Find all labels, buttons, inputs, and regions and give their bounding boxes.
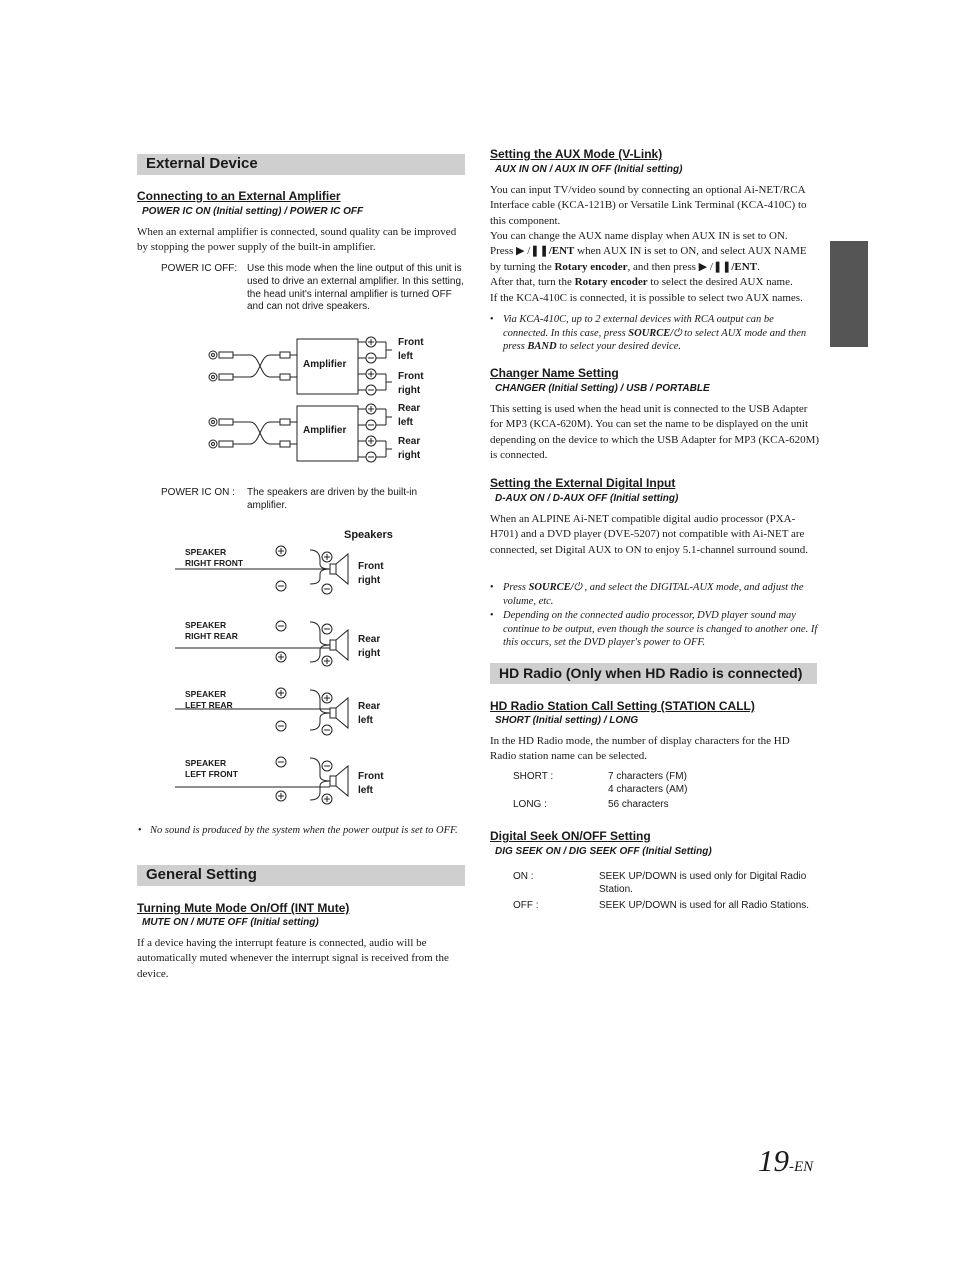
changer-options: CHANGER (Initial Setting) / USB / PORTABLE — [495, 383, 710, 394]
rear-left-label: Rear left — [398, 403, 421, 428]
front-right-label: Front right — [398, 371, 424, 396]
plus-terminal-icon — [322, 693, 332, 703]
speakers-title: Speakers — [344, 529, 393, 541]
minus-terminal-icon — [322, 624, 332, 634]
power-ic-on-desc: The speakers are driven by the built-in amplifier. — [247, 487, 418, 511]
front-left-label: Front left — [398, 337, 424, 362]
power-off-note: No sound is produced by the system when the power output is set to OFF. — [150, 825, 458, 836]
long-label: LONG : — [513, 799, 547, 810]
external-device-section-bar — [137, 154, 465, 175]
page-number: 19-EN — [758, 1143, 814, 1178]
speaker-icon — [330, 698, 348, 728]
plus-terminal-icon — [276, 688, 286, 698]
digital-input-options: D-AUX ON / D-AUX OFF (Initial setting) — [495, 493, 679, 504]
minus-terminal-icon — [276, 721, 286, 731]
short-value-fm: 7 characters (FM) — [608, 771, 687, 782]
dig-seek-off-label: OFF : — [513, 900, 539, 911]
dig-seek-on-desc: SEEK UP/DOWN is used only for Digital Radio Station. — [599, 871, 807, 895]
amplifier-label-1: Amplifier — [303, 359, 347, 370]
speaker-icon — [330, 766, 348, 796]
speaker-front-left-label: Front left — [358, 771, 384, 796]
plus-terminal-icon — [322, 656, 332, 666]
plus-terminal-icon — [322, 794, 332, 804]
play-pause-icon: ▶ /❚❚ — [698, 260, 732, 273]
general-setting-title: General Setting — [146, 866, 257, 883]
station-call-heading: HD Radio Station Call Setting (STATION CALL) — [490, 699, 755, 713]
aux-heading: Setting the AUX Mode (V-Link) — [490, 147, 663, 161]
dig-seek-options: DIG SEEK ON / DIG SEEK OFF (Initial Setting) — [495, 846, 712, 857]
mute-options: MUTE ON / MUTE OFF (Initial setting) — [142, 917, 319, 928]
rca-connector-icon — [209, 418, 297, 448]
digital-input-heading: Setting the External Digital Input — [490, 476, 676, 490]
bullet: • — [490, 314, 494, 325]
aux-paragraph-2: You can change the AUX name display when AUX IN is set to ON. Press ▶ /❚❚/ENT when AUX IN is set to ON, and select AUX NAME by turning the Rotary encoder, and then press ▶ /❚❚/ENT. After that, turn the Rotary encoder to select the desired AUX name. If the KCA-410C is connected, it is possible to select two AUX names. — [490, 230, 807, 304]
aux-options: AUX IN ON / AUX IN OFF (Initial setting) — [495, 164, 683, 175]
speaker-rear-right-label: Rear right — [358, 634, 381, 659]
dig-seek-on-label: ON : — [513, 871, 534, 882]
bullet: • — [490, 610, 494, 621]
terminal-icon — [358, 404, 392, 462]
dig-seek-off-desc: SEEK UP/DOWN is used for all Radio Stations. — [599, 900, 810, 911]
side-thumb-tab — [830, 241, 868, 347]
short-value-am: 4 characters (AM) — [608, 784, 688, 795]
rear-right-label: Rear right — [398, 436, 421, 461]
general-setting-section-bar — [137, 865, 465, 886]
station-call-body: In the HD Radio mode, the number of display characters for the HD Radio station name can be selected. — [490, 735, 790, 763]
power-ic-off-label: POWER IC OFF: — [161, 263, 238, 274]
aux-note: Via KCA-410C, up to 2 external devices with RCA output can be connected. In this case, press SOURCE/⏻ to select AUX mode and then press BAND to select your desired device. — [503, 314, 807, 353]
plus-terminal-icon — [276, 652, 286, 662]
external-device-title: External Device — [146, 155, 258, 172]
speaker-lead-right-rear: SPEAKER RIGHT REAR — [185, 620, 238, 641]
minus-terminal-icon — [276, 621, 286, 631]
minus-terminal-icon — [322, 584, 332, 594]
bullet: • — [138, 825, 142, 836]
bullet: • — [490, 582, 494, 593]
plus-terminal-icon — [322, 552, 332, 562]
station-call-options: SHORT (Initial setting) / LONG — [495, 715, 639, 726]
speaker-icon — [330, 554, 348, 584]
digital-input-note-2: Depending on the connected audio processor, DVD player sound may continue to be output, even though the source is changed to another one. If this occurs, set the DVD player's power to OFF. — [503, 610, 818, 649]
dig-seek-heading: Digital Seek ON/OFF Setting — [490, 829, 651, 843]
speaker-icon — [330, 630, 348, 660]
speaker-lead-right-front: SPEAKER RIGHT FRONT — [185, 547, 244, 568]
digital-input-note-1: Press SOURCE/⏻ , and select the DIGITAL-AUX mode, and adjust the volume, etc. — [503, 582, 804, 607]
speaker-lead-left-rear: SPEAKER LEFT REAR — [185, 689, 233, 710]
power-icon: ⏻ — [673, 327, 682, 339]
changer-heading: Changer Name Setting — [490, 366, 619, 380]
power-ic-on-label: POWER IC ON : — [161, 487, 235, 498]
amp-heading: Connecting to an External Amplifier — [137, 189, 341, 203]
play-pause-icon: ▶ /❚❚ — [515, 245, 549, 258]
amplifier-label-2: Amplifier — [303, 425, 347, 436]
amp-intro: When an external amplifier is connected, sound quality can be improved by stopping the power supply of the built-in amplifier. — [137, 226, 457, 254]
hd-radio-section-bar — [490, 663, 817, 684]
short-label: SHORT : — [513, 771, 554, 782]
mute-body: If a device having the interrupt feature is connected, audio will be automatically muted whenever the interrupt signal is received from the device. — [137, 937, 449, 980]
changer-body: This setting is used when the head unit is connected to the USB Adapter for MP3 (KCA-620M). You can set the name to be displayed on the unit depending on the device to which the USB Adapter for MP3 (KCA-620M) is connected. — [490, 403, 820, 462]
amp-options: POWER IC ON (Initial setting) / POWER IC OFF — [142, 206, 364, 217]
speaker-front-right-label: Front right — [358, 561, 384, 586]
power-ic-off-desc: Use this mode when the line output of this unit is used to drive an external amplifier. In this setting, the head unit's internal amplifier is turned OFF and can not drive speakers. — [247, 263, 464, 313]
power-icon: ⏻ — [573, 582, 582, 593]
plus-terminal-icon — [276, 791, 286, 801]
rca-connector-icon — [209, 351, 297, 381]
hd-radio-title: HD Radio (Only when HD Radio is connected) — [499, 665, 803, 681]
minus-terminal-icon — [276, 757, 286, 767]
minus-terminal-icon — [322, 725, 332, 735]
plus-terminal-icon — [276, 546, 286, 556]
aux-paragraph-1: You can input TV/video sound by connecting an optional Ai-NET/RCA Interface cable (KCA-121B) or Versatile Link Terminal (KCA-410C) to this component. — [490, 184, 807, 227]
speaker-lead-left-front: SPEAKER LEFT FRONT — [185, 758, 238, 779]
minus-terminal-icon — [322, 761, 332, 771]
speaker-rear-left-label: Rear left — [358, 701, 381, 726]
long-value: 56 characters — [608, 799, 669, 810]
minus-terminal-icon — [276, 581, 286, 591]
terminal-icon — [358, 337, 392, 395]
digital-input-body: When an ALPINE Ai-NET compatible digital audio processor (PXA-H701) and a DVD player (DVE-5207) not compatible with Ai-NET are connected, set Digital AUX to ON to enjoy 5.1-channel surround sound. — [490, 513, 809, 556]
mute-heading: Turning Mute Mode On/Off (INT Mute) — [137, 901, 350, 915]
